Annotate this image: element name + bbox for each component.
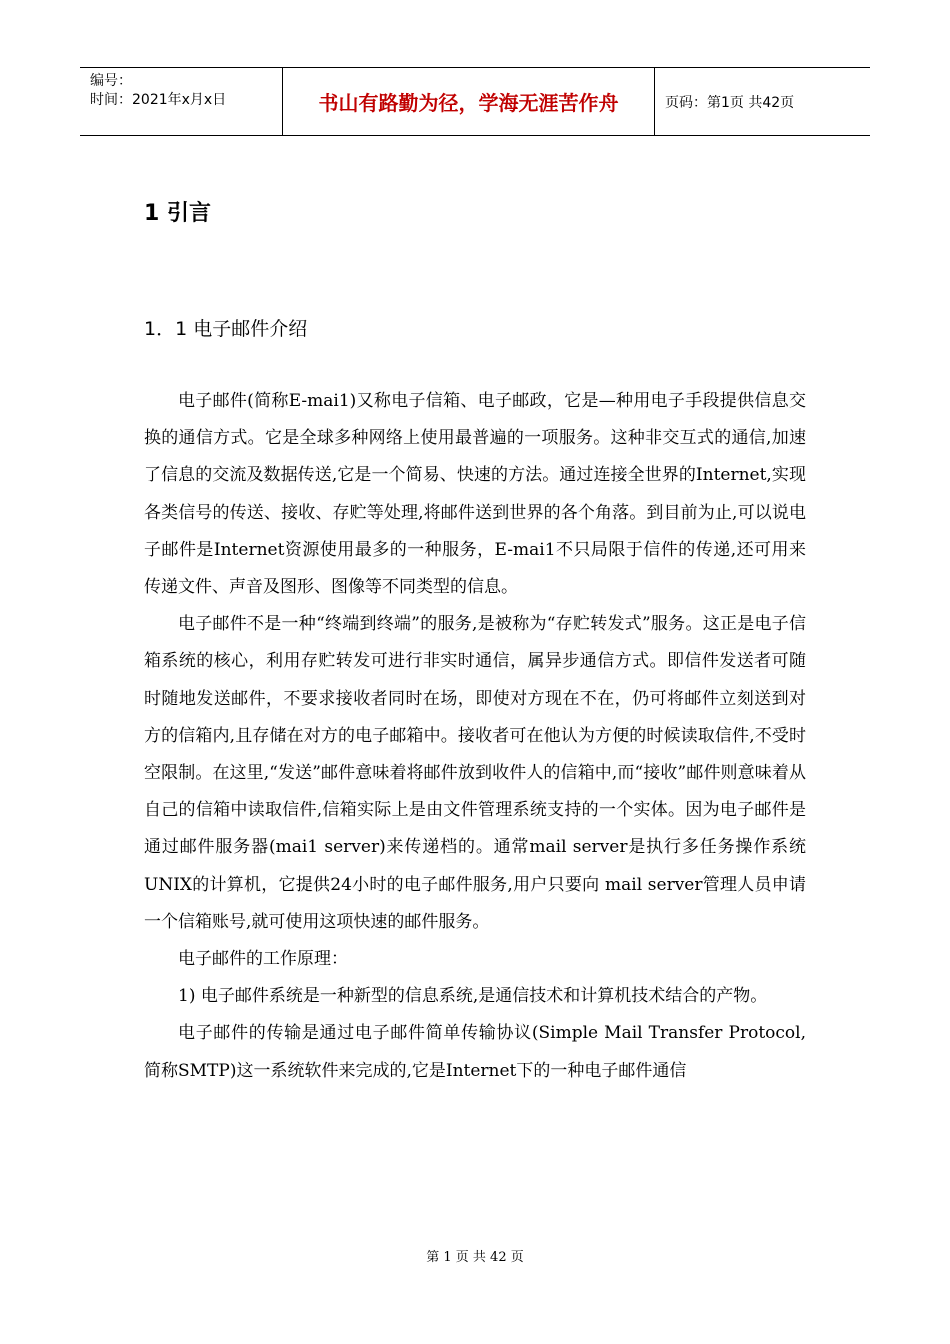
paragraph-principle-heading: 电子邮件的工作原理： [178,949,348,970]
page-footer: 第 1 页 共 42 页 [426,1250,524,1265]
subsection-title: 1．1 电子邮件介绍 [144,318,308,340]
document-date: 时间：2021年x月x日 [90,92,227,108]
header-motto-cell [282,68,655,135]
paragraph-principle-1: 1) 电子邮件系统是一种新型的信息系统,是通信技术和计算机技术结合的产物。 [178,986,768,1007]
header-motto: 书山有路勤为径，学海无涯苦作舟 [318,91,619,115]
paragraph-store-forward: 电子邮件不是一种“终端到终端”的服务,是被称为“存贮转发式”服务。这正是电子信箱系统的核心，利用存贮转发可进行非实时通信，属异步通信方式。即信件发送者可随时随地发送邮件，不要求接收者同时在场，即使对方现在不在，仍可将邮件立刻送到对方的信箱内,且存储在对方的电子邮箱中。接收者可在他认为方便的时候读取信件,不受时空限制。在这里,“发送”邮件意味着将邮件放到收件人的信箱中,而“接收”邮件则意味着从自己的信箱中读取信件,信箱实际上是由文件管理系统支持的一个实体。因为电子邮件是通过邮件服务器(mai1 server)来传递档的。通常mail server是执行多任务操作系统UNIX的计算机，它提供24小时的电子邮件服务,用户只要向 mail server管理人员申请一个信箱账号,就可使用这项快速的邮件服务。 [144,614,806,932]
header-page-info: 页码：第1页 共42页 [665,94,795,111]
section-title: 1 引言 [144,201,211,226]
document-body [144,383,806,1090]
paragraph-smtp: 电子邮件的传输是通过电子邮件简单传输协议(Simple Mail Transfer Protocol,简称SMTP)这一系统软件来完成的,它是Internet下的一种电子邮件通信 [144,1023,806,1081]
document-number-label: 编号： [90,73,132,89]
header-meta [80,68,282,135]
paragraph-intro: 电子邮件(简称E-mai1)又称电子信箱、电子邮政，它是—种用电子手段提供信息交换的通信方式。它是全球多种网络上使用最普遍的一项服务。这种非交互式的通信,加速了信息的交流及数据传送,它是一个简易、快速的方法。通过连接全世界的Internet,实现各类信号的传送、接收、存贮等处理,将邮件送到世界的各个角落。到目前为止,可以说电子邮件是Internet资源使用最多的一种服务，E-mai1不只局限于信件的传递,还可用来传递文件、声音及图形、图像等不同类型的信息。 [144,391,806,598]
page-header [80,67,870,136]
